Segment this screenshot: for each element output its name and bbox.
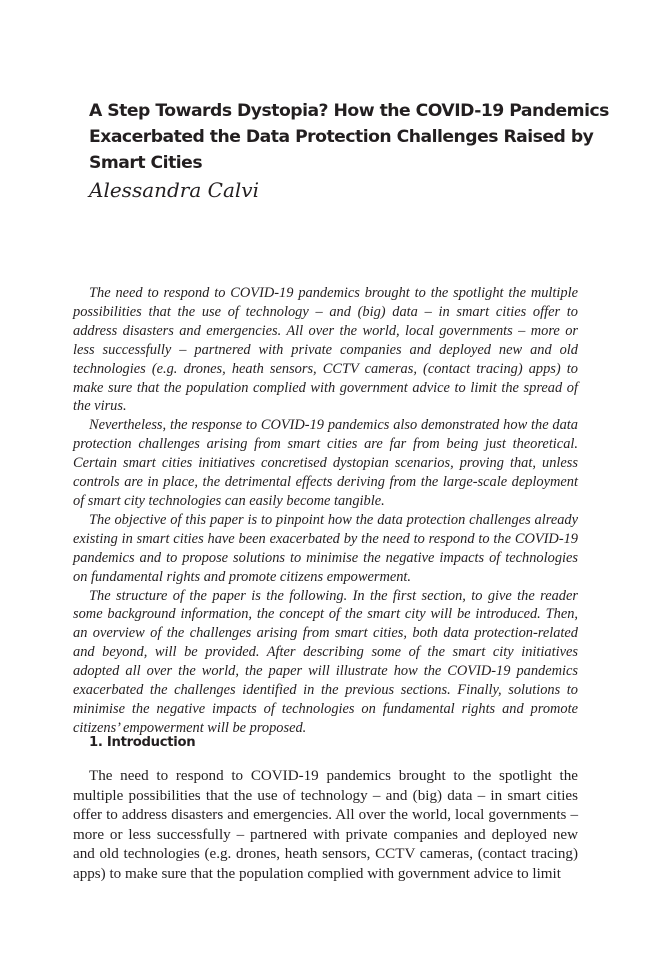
- article-title-line: A Step Towards Dystopia? How the COVID-19 Pandemics: [89, 101, 609, 121]
- author-name: Alessandra Calvi: [89, 178, 259, 202]
- article-title-line: Smart Cities: [89, 153, 203, 173]
- article-title-line: Exacerbated the Data Protection Challenges Raised by: [89, 127, 594, 147]
- introduction-paragraph: The need to respond to COVID-19 pandemics brought to the spotlight the multiple possibilities that the use of technology – and (big) data – in smart cities offer to address disasters and emergencies. All over the world, local governments – more or less successfully – partnered with private companies and deployed new and old technologies (e.g. drones, heath sensors, CCTV cameras, (contact tracing) apps) to make sure that the population complied with government advice to limit: [73, 768, 578, 882]
- article-title: [89, 98, 609, 176]
- section-heading-introduction: 1. Introduction: [89, 735, 196, 750]
- abstract: [73, 284, 578, 738]
- abstract-paragraph: The objective of this paper is to pinpoint how the data protection challenges already existing in smart cities have been exacerbated by the need to respond to the COVID-19 pandemics and to propose solutions to minimise the negative impacts of technologies on fundamental rights and promote citizens empowerment.: [73, 511, 578, 585]
- abstract-paragraph: The need to respond to COVID-19 pandemics brought to the spotlight the multiple possibilities that the use of technology – and (big) data – in smart cities offer to address disasters and emergencies. All over the world, local governments – more or less successfully – partnered with private companies and deployed new and old technologies (e.g. drones, heath sensors, CCTV cameras, (contact tracing) apps) to make sure that the population complied with government advice to limit the spread of the virus.: [73, 285, 578, 415]
- abstract-paragraph: The structure of the paper is the following. In the first section, to give the reader some background information, the concept of the smart city will be introduced. Then, an overview of the challenges arising from smart cities, both data protection-related and beyond, will be provided. After describing some of the smart city initiatives adopted all over the world, the paper will illustrate how the COVID-19 pandemics exacerbated the challenges identified in the previous sections. Finally, solutions to minimise the negative impacts of technologies on fundamental rights and promote citizens’ empowerment will be proposed.: [73, 587, 578, 736]
- abstract-paragraph: Nevertheless, the response to COVID-19 pandemics also demonstrated how the data protection challenges arising from smart cities are far from being just theoretical. Certain smart cities initiatives concretised dystopian scenarios, proving that, unless controls are in place, the detrimental effects deriving from the large-scale deployment of smart city technologies can easily become tangible.: [73, 417, 578, 509]
